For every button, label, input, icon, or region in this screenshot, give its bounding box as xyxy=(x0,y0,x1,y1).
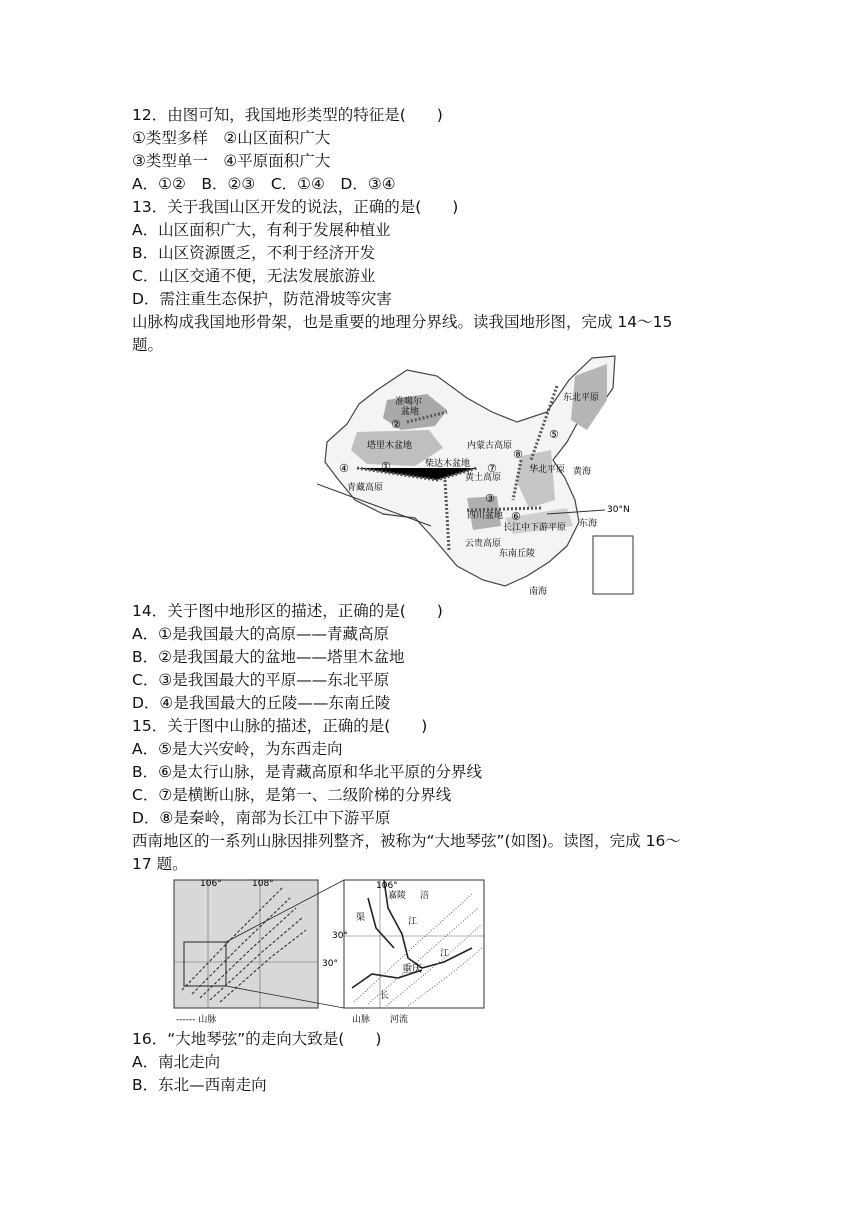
label-chongqing: 重庆 xyxy=(402,964,422,975)
circle-8: ⑧ xyxy=(513,448,523,461)
circle-7: ⑦ xyxy=(487,462,497,475)
zoom-panel xyxy=(344,880,484,1008)
label-jiang: 江 xyxy=(408,917,418,927)
circle-4: ④ xyxy=(339,462,349,475)
label-jialing: 嘉陵 xyxy=(388,891,407,901)
q14-choice-b: B．②是我国最大的盆地——塔里木盆地 xyxy=(132,648,405,666)
circle-2: ② xyxy=(391,418,401,431)
relief-panel xyxy=(174,880,318,1008)
q13-choice-b: B．山区资源匮乏，不利于经济开发 xyxy=(132,244,376,262)
label-zhungeer: 准噶尔 xyxy=(395,397,423,407)
label-changjiang: 长江中下游平原 xyxy=(503,523,567,533)
circle-3: ③ xyxy=(485,492,495,505)
label-jiang2: 江 xyxy=(440,949,450,959)
label-106-left: 106° xyxy=(200,879,222,889)
label-nanhai: 南海 xyxy=(529,587,548,597)
q15-choice-b: B．⑥是太行山脉，是青藏高原和华北平原的分界线 xyxy=(132,763,483,781)
q12-stem: 12．由图可知，我国地形类型的特征是( ) xyxy=(132,106,443,124)
label-huabei: 华北平原 xyxy=(529,465,566,475)
q14-stem: 14．关于图中地形区的描述，正确的是( ) xyxy=(132,602,443,620)
label-talimu: 塔里木盆地 xyxy=(367,441,413,451)
label-30-right: 30° xyxy=(332,931,348,941)
label-fu: 涪 xyxy=(420,891,430,901)
circle-5: ⑤ xyxy=(549,428,559,441)
china-terrain-map xyxy=(317,350,645,600)
q13-choice-a: A．山区面积广大，有利于发展种植业 xyxy=(132,221,391,239)
label-qu: 渠 xyxy=(356,913,366,923)
q14-choice-d: D．④是我国最大的丘陵——东南丘陵 xyxy=(132,694,391,712)
label-chang: 长 xyxy=(380,991,390,1001)
q15-choice-c: C．⑦是横断山脉，是第一、二级阶梯的分界线 xyxy=(132,786,452,804)
circle-6: ⑥ xyxy=(511,510,521,523)
label-30n: 30°N xyxy=(607,505,630,515)
label-huangtu: 黄土高原 xyxy=(465,473,502,483)
label-sichuan: 四川盆地 xyxy=(467,511,504,521)
q16-stem: 16．“大地琴弦”的走向大致是( ) xyxy=(132,1030,382,1048)
label-30-left: 30° xyxy=(322,959,338,969)
label-dongnan: 东南丘陵 xyxy=(499,549,536,559)
q13-stem: 13．关于我国山区开发的说法，正确的是( ) xyxy=(132,198,459,216)
passage-16-17: 西南地区的一系列山脉因排列整齐，被称为“大地琴弦”(如图)。读图，完成 16～ xyxy=(132,832,681,850)
dadi-qinxian-figure xyxy=(172,878,488,1026)
q15-stem: 15．关于图中山脉的描述，正确的是( ) xyxy=(132,717,428,735)
passage-16-17-cont: 17 题。 xyxy=(132,855,188,873)
q15-choice-a: A．⑤是大兴安岭，为东西走向 xyxy=(132,740,343,758)
label-chaidamu: 柴达木盆地 xyxy=(425,459,471,469)
label-108-left: 108° xyxy=(252,879,274,889)
q15-choice-d: D．⑧是秦岭，南部为长江中下游平原 xyxy=(132,809,391,827)
legend-mountain-left: ------ 山脉 xyxy=(176,1015,217,1025)
q13-choice-d: D．需注重生态保护，防范滑坡等灾害 xyxy=(132,290,392,308)
label-huanghai: 黄海 xyxy=(573,467,592,477)
label-106-right: 106° xyxy=(376,881,398,891)
label-qingzang: 青藏高原 xyxy=(347,483,384,493)
q12-choices: A．①② B．②③ C．①④ D．③④ xyxy=(132,175,396,193)
q12-options-row2: ③类型单一 ④平原面积广大 xyxy=(132,152,331,170)
south-china-sea-inset xyxy=(593,536,633,594)
label-neimeng: 内蒙古高原 xyxy=(467,441,513,451)
label-pendi: 盆地 xyxy=(401,407,420,417)
q14-choice-c: C．③是我国最大的平原——东北平原 xyxy=(132,671,390,689)
q16-choice-b: B．东北—西南走向 xyxy=(132,1076,267,1094)
circle-1: ① xyxy=(381,460,391,473)
q14-choice-a: A．①是我国最大的高原——青藏高原 xyxy=(132,625,389,643)
label-dongbei: 东北平原 xyxy=(563,393,600,403)
passage-14-15-cont: 题。 xyxy=(132,336,164,354)
label-yungui: 云贵高原 xyxy=(465,539,502,549)
label-donghai: 东海 xyxy=(579,519,598,529)
legend-river-right: 河流 xyxy=(390,1015,409,1025)
q12-options-row1: ①类型多样 ②山区面积广大 xyxy=(132,129,331,147)
q13-choice-c: C．山区交通不便，无法发展旅游业 xyxy=(132,267,376,285)
passage-14-15: 山脉构成我国地形骨架，也是重要的地理分界线。读我国地形图，完成 14～15 xyxy=(132,313,673,331)
legend-mountain-right: 山脉 xyxy=(352,1015,371,1025)
q16-choice-a: A．南北走向 xyxy=(132,1053,221,1071)
